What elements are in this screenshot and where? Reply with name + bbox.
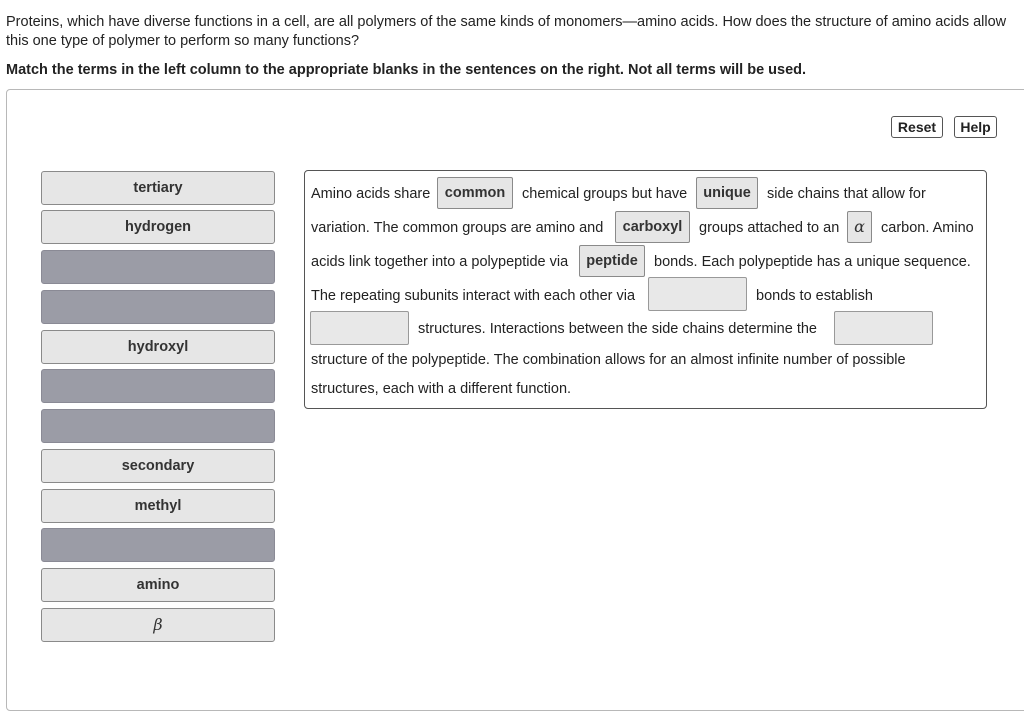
- term-hydroxyl[interactable]: hydroxyl: [41, 330, 275, 364]
- blank-4-filled[interactable]: α: [847, 211, 872, 243]
- blank-6-empty[interactable]: [648, 277, 747, 311]
- sentence-text: bonds to establish: [756, 288, 873, 304]
- sentence-text: structures, each with a different function.: [311, 381, 572, 397]
- blank-5-filled[interactable]: peptide: [579, 245, 645, 277]
- blank-1-filled[interactable]: common: [437, 177, 513, 209]
- sentence-text: Amino acids share: [311, 186, 431, 202]
- term-amino[interactable]: amino: [41, 568, 275, 602]
- question-text: Proteins, which have diverse functions in a cell, are all polymers of the same kinds of monomers—amino acids. How does the structure of amino acids allow this one type of polymer to perform so many functions?: [6, 14, 1007, 49]
- term-methyl[interactable]: methyl: [41, 489, 275, 523]
- blank-8-empty[interactable]: [834, 311, 933, 345]
- term-slot-empty: [41, 528, 275, 562]
- blank-3-filled[interactable]: carboxyl: [615, 211, 690, 243]
- term-slot-empty: [41, 409, 275, 443]
- term-secondary[interactable]: secondary: [41, 449, 275, 483]
- sentence-text: acids link together into a polypeptide via: [311, 254, 569, 270]
- sentence-text: side chains that allow for: [767, 186, 926, 202]
- sentence-text: groups attached to an: [699, 220, 840, 236]
- sentence-text: bonds. Each polypeptide has a unique sequence.: [654, 254, 971, 270]
- term-slot-empty: [41, 250, 275, 284]
- sentence-text: The repeating subunits interact with each other via: [311, 288, 636, 304]
- sentence-text: structures. Interactions between the side chains determine the: [418, 321, 817, 337]
- sentence-text: chemical groups but have: [522, 186, 688, 202]
- instructions-text: Match the terms in the left column to the appropriate blanks in the sentences on the right. Not all terms will be used.: [6, 62, 807, 78]
- term-tertiary[interactable]: tertiary: [41, 171, 275, 205]
- term-hydrogen[interactable]: hydrogen: [41, 210, 275, 244]
- blank-7-empty[interactable]: [310, 311, 409, 345]
- sentence-text: structure of the polypeptide. The combination allows for an almost infinite number of possible: [311, 352, 906, 368]
- term-beta[interactable]: β: [41, 608, 275, 642]
- sentence-text: carbon. Amino: [881, 220, 974, 236]
- blank-2-filled[interactable]: unique: [696, 177, 758, 209]
- sentence-text: variation. The common groups are amino and: [311, 220, 604, 236]
- help-button[interactable]: Help: [954, 116, 997, 138]
- reset-button[interactable]: Reset: [891, 116, 943, 138]
- term-slot-empty: [41, 290, 275, 324]
- term-slot-empty: [41, 369, 275, 403]
